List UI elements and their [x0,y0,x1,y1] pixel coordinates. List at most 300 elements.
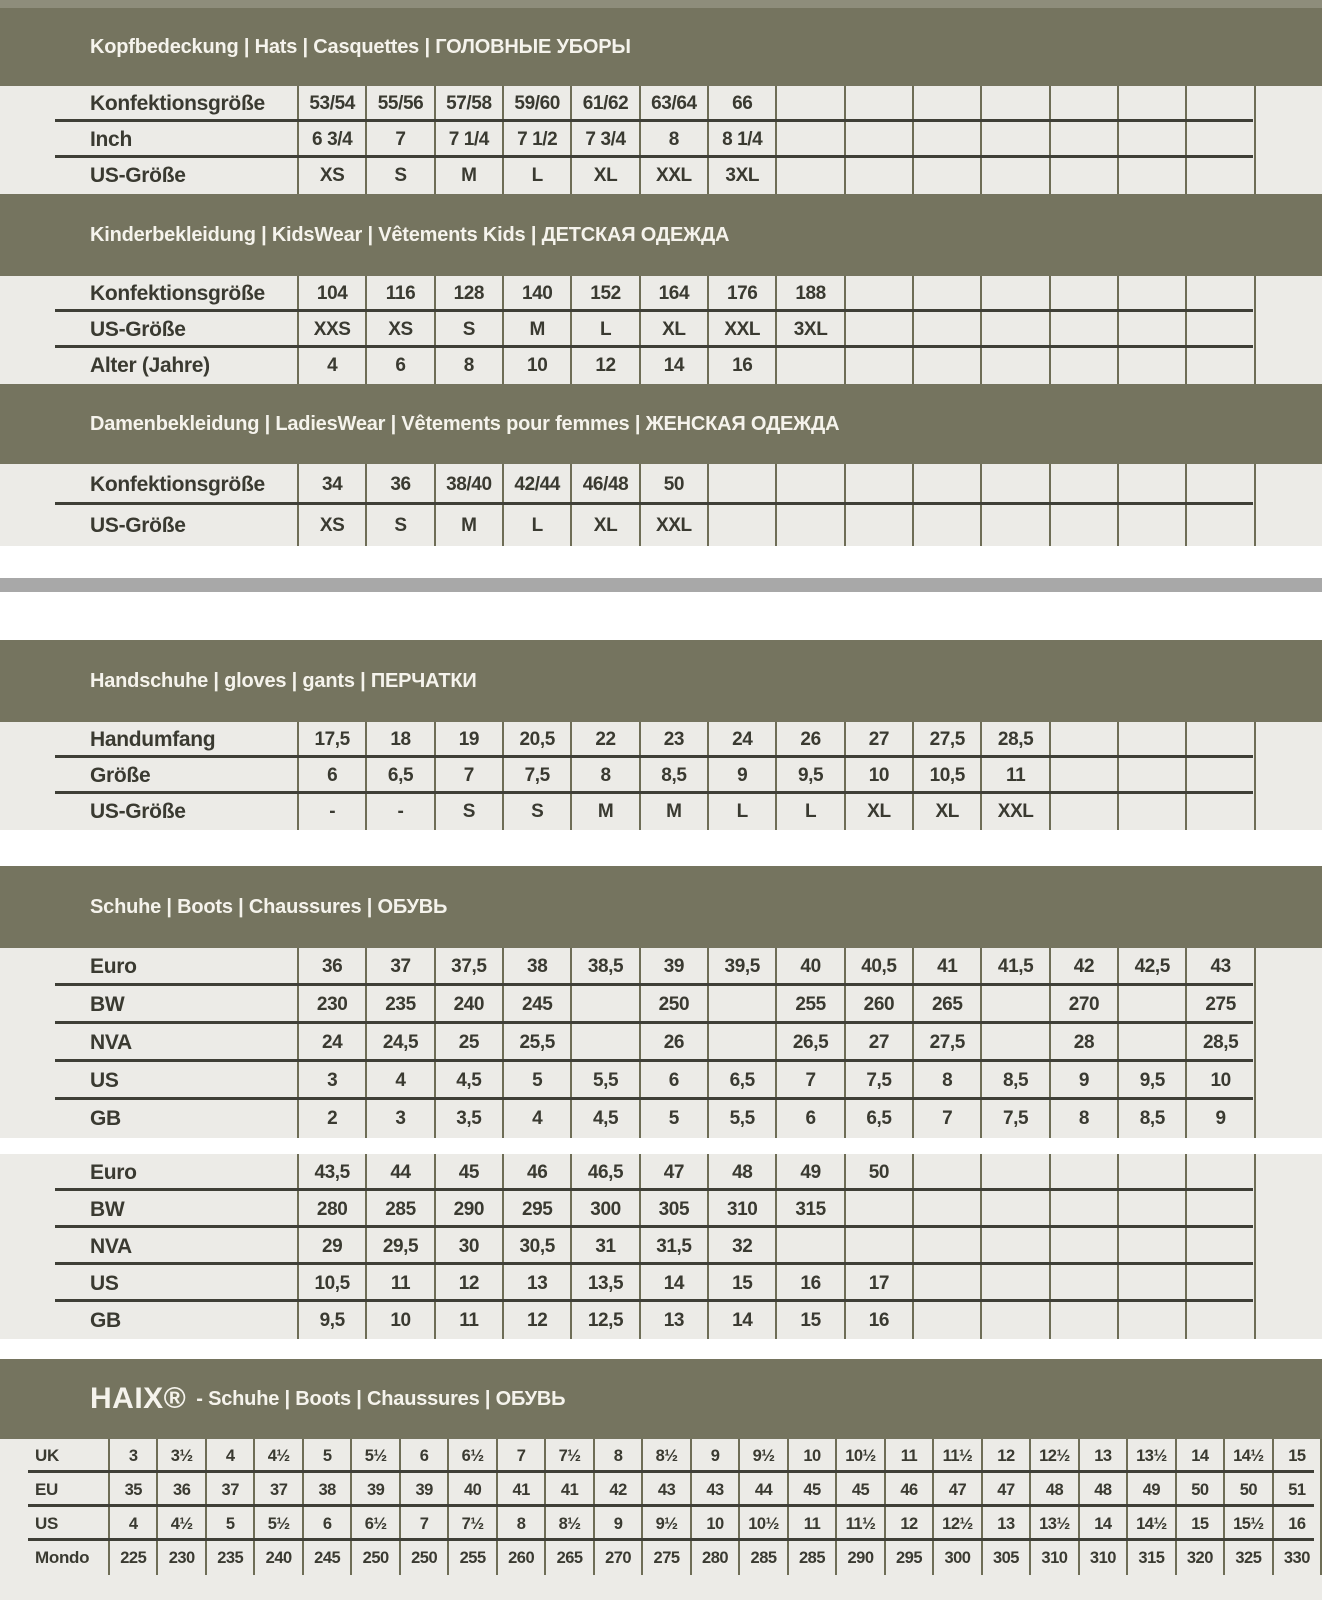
table-cell: M [639,794,707,830]
table-row [0,1439,1322,1473]
table-cell [980,986,1048,1024]
table-cell: 37,5 [434,948,502,986]
table-cell: 48 [1029,1473,1077,1507]
row-label: GB [90,1308,121,1332]
row-label: US [35,1514,59,1533]
spacer [0,1339,1322,1359]
table-cell: 265 [912,986,980,1024]
table-cell: 38 [502,948,570,986]
table-cell: 13 [502,1265,570,1302]
table-edge-strip [1254,1302,1322,1339]
row-label: Konfektionsgröße [90,282,265,305]
table-cell: 3,5 [434,1100,502,1138]
table-cell: 140 [502,276,570,312]
table-cell: 42 [1049,948,1117,986]
table-cell: 9,5 [1117,1062,1185,1100]
table-cell: 11 [884,1439,932,1473]
table-cell: 8 [434,348,502,384]
table-cell [1049,276,1117,312]
table-cell: 4½ [253,1439,301,1473]
table-cell: 3½ [156,1439,204,1473]
table-cell [1117,348,1185,384]
table-cell: 15 [775,1302,843,1339]
table-cell [980,1302,1048,1339]
table-cell: 330 [1272,1541,1322,1575]
table-cell: M [434,505,502,546]
row-label: Euro [90,1160,137,1184]
table-row [0,1228,1322,1265]
table-cell: L [570,312,638,348]
table-cell: - [297,794,365,830]
table-edge-strip [1254,1265,1322,1302]
table-cell: 10 [1185,1062,1253,1100]
table-cell: 260 [844,986,912,1024]
table-cell: 8 [639,122,707,158]
table-cell: 6 [775,1100,843,1138]
table-row [0,948,1322,986]
table-cell: 12 [981,1439,1029,1473]
row-label: US-Größe [90,800,186,823]
table-cell: 11 [787,1507,835,1541]
table-cell [1117,158,1185,194]
table-cell: 41 [912,948,980,986]
table-cell [912,464,980,505]
table-cell [1049,758,1117,794]
table-cell [980,505,1048,546]
table-cell [1117,505,1185,546]
table-cell [980,1154,1048,1191]
table-cell: 17 [844,1265,912,1302]
table-cell [1117,1191,1185,1228]
table-cell: 16 [775,1265,843,1302]
table-cell [844,505,912,546]
table-edge-strip [1254,464,1322,505]
table-cell: 240 [253,1541,301,1575]
table-cell: 39 [350,1473,398,1507]
row-label: EU [35,1480,59,1499]
table-cell [980,158,1048,194]
table-cell: 35 [108,1473,156,1507]
table-cell [1117,758,1185,794]
table-cell [775,348,843,384]
table-cell [775,505,843,546]
table-cell: 250 [350,1541,398,1575]
table-edge-strip [1254,1024,1322,1062]
table-edge-strip [1254,722,1322,758]
table-cell: 36 [297,948,365,986]
table-cell: 225 [108,1541,156,1575]
table-cell [980,464,1048,505]
table-cell: 275 [1185,986,1253,1024]
table-cell: 31,5 [639,1228,707,1265]
table-cell: 11½ [835,1507,883,1541]
table-cell: 7 [365,122,433,158]
table-cell: XXL [980,794,1048,830]
table-cell: 13 [639,1302,707,1339]
table-cell [912,1228,980,1265]
table-cell: 13 [981,1507,1029,1541]
table-cell: 6½ [350,1507,398,1541]
table-cell [707,505,775,546]
table-cell [912,505,980,546]
table-cell: 104 [297,276,365,312]
bottom-edge-strip [0,1575,1322,1600]
table-cell: 15 [1272,1439,1322,1473]
table-row [0,312,1322,348]
gloves-size-table [0,722,1322,830]
table-cell: 45 [787,1473,835,1507]
table-cell [1049,1302,1117,1339]
table-cell: 10 [365,1302,433,1339]
table-cell: M [570,794,638,830]
table-cell: 7 [912,1100,980,1138]
table-cell: 14 [1175,1439,1223,1473]
table-cell [980,1265,1048,1302]
table-cell: 8 [496,1507,544,1541]
table-cell: 275 [641,1541,689,1575]
row-label: US [90,1069,119,1092]
table-cell: XXL [707,312,775,348]
table-cell [1049,348,1117,384]
table-row [0,505,1322,546]
table-cell: 8 [1049,1100,1117,1138]
table-cell: 43 [690,1473,738,1507]
table-cell: 128 [434,276,502,312]
table-cell: 63/64 [639,86,707,122]
table-cell: 164 [639,276,707,312]
table-cell: 8 [912,1062,980,1100]
table-cell: 45 [835,1473,883,1507]
table-cell [1185,758,1253,794]
table-cell [844,464,912,505]
table-cell [1185,794,1253,830]
table-cell: 30 [434,1228,502,1265]
table-cell: 12 [502,1302,570,1339]
table-cell: 3 [297,1062,365,1100]
table-cell [1117,276,1185,312]
table-cell: XS [297,505,365,546]
table-cell [775,1228,843,1265]
table-cell: 8½ [641,1439,689,1473]
table-cell: 57/58 [434,86,502,122]
table-cell: 40 [447,1473,495,1507]
row-label: NVA [90,1031,132,1054]
table-row [0,1473,1322,1507]
table-row [0,1541,1322,1575]
table-cell [1117,122,1185,158]
table-cell: 49 [775,1154,843,1191]
shoes-size-table-block2 [0,1154,1322,1339]
table-cell: 46 [884,1473,932,1507]
table-cell: 6½ [447,1439,495,1473]
table-cell: 310 [707,1191,775,1228]
table-cell: 4,5 [570,1100,638,1138]
table-cell [775,86,843,122]
table-cell: 300 [570,1191,638,1228]
table-cell [1185,505,1253,546]
table-cell [1049,505,1117,546]
spacer [0,592,1322,640]
section-header-ladies [0,384,1322,464]
table-edge-strip [1254,348,1322,384]
table-cell: 43,5 [297,1154,365,1191]
section-title-ladies: Damenbekleidung | LadiesWear | Vêtements pour femmes | ЖЕНСКАЯ ОДЕЖДА [90,412,840,435]
table-cell [1185,722,1253,758]
table-cell: 10,5 [912,758,980,794]
table-cell: 152 [570,276,638,312]
table-edge-strip [1254,505,1322,546]
table-cell: 11½ [932,1439,980,1473]
table-cell: 50 [844,1154,912,1191]
table-cell: 235 [365,986,433,1024]
table-edge-strip [1254,1100,1322,1138]
haix-brand-logo: HAIX® [90,1382,187,1415]
table-cell: 38 [302,1473,350,1507]
table-cell: 12,5 [570,1302,638,1339]
table-cell: 295 [502,1191,570,1228]
table-cell [1049,1228,1117,1265]
table-cell: 7,5 [980,1100,1048,1138]
table-cell: 43 [641,1473,689,1507]
table-row [0,348,1322,384]
table-cell: 6 [297,758,365,794]
table-row [0,1265,1322,1302]
table-cell: 39 [639,948,707,986]
section-header-hats [0,8,1322,86]
table-edge-strip [1254,1228,1322,1265]
table-cell: 26 [639,1024,707,1062]
table-cell: 13,5 [570,1265,638,1302]
table-cell: L [502,158,570,194]
table-cell: 46,5 [570,1154,638,1191]
table-cell: 30,5 [502,1228,570,1265]
section-header-kids [0,194,1322,276]
table-cell: 4 [502,1100,570,1138]
table-cell: 315 [775,1191,843,1228]
table-cell: 20,5 [502,722,570,758]
table-cell [570,986,638,1024]
table-cell [1185,464,1253,505]
table-cell: 49 [1126,1473,1174,1507]
table-cell [570,1024,638,1062]
table-cell: 29,5 [365,1228,433,1265]
table-cell: 5 [639,1100,707,1138]
table-cell: 16 [707,348,775,384]
table-cell: S [502,794,570,830]
section-title-haix: - Schuhe | Boots | Chaussures | ОБУВЬ [196,1387,566,1410]
table-cell [775,464,843,505]
table-cell: 4 [365,1062,433,1100]
table-cell [844,312,912,348]
row-label: GB [90,1107,121,1130]
table-cell: 25,5 [502,1024,570,1062]
table-cell: 48 [1078,1473,1126,1507]
table-cell: 14½ [1223,1439,1271,1473]
table-cell: 46 [502,1154,570,1191]
table-cell: 7 [399,1507,447,1541]
section-header-haix [0,1359,1322,1439]
table-cell: 12½ [932,1507,980,1541]
hats-size-table [0,86,1322,194]
table-cell [1049,158,1117,194]
table-cell [775,122,843,158]
row-label: US-Größe [90,164,186,187]
table-cell: 11 [980,758,1048,794]
table-cell [844,86,912,122]
table-cell [1185,1265,1253,1302]
table-cell: 10½ [738,1507,786,1541]
table-cell: 6 [302,1507,350,1541]
table-edge-strip [1254,1154,1322,1191]
table-cell [912,122,980,158]
divider-bar [0,578,1322,592]
row-label: Handumfang [90,728,216,751]
table-cell [912,158,980,194]
spacer [0,546,1322,578]
table-cell: 8,5 [1117,1100,1185,1138]
table-cell: 265 [544,1541,592,1575]
table-cell: 42 [593,1473,641,1507]
table-cell: S [365,158,433,194]
table-cell [775,158,843,194]
table-cell [912,1154,980,1191]
table-row [0,276,1322,312]
table-cell: 42,5 [1117,948,1185,986]
table-cell: 50 [639,464,707,505]
table-cell: 6 3/4 [297,122,365,158]
table-row [0,1191,1322,1228]
table-cell: 18 [365,722,433,758]
table-cell: 55/56 [365,86,433,122]
table-cell [844,276,912,312]
table-cell: 27 [844,722,912,758]
table-cell: XL [570,505,638,546]
table-cell: 13½ [1029,1507,1077,1541]
table-cell [1185,122,1253,158]
table-cell: 16 [1272,1507,1322,1541]
table-cell: 47 [639,1154,707,1191]
table-cell: 176 [707,276,775,312]
spacer [0,830,1322,866]
table-cell: 66 [707,86,775,122]
table-cell: 29 [297,1228,365,1265]
table-cell [1049,1154,1117,1191]
table-cell: 10 [690,1507,738,1541]
table-cell: 5 [205,1507,253,1541]
table-cell: 43 [1185,948,1253,986]
table-cell: 13 [1078,1439,1126,1473]
table-cell: 320 [1175,1541,1223,1575]
table-cell: 10½ [835,1439,883,1473]
table-cell: 28,5 [1185,1024,1253,1062]
section-title-kids: Kinderbekleidung | KidsWear | Vêtements Kids | ДЕТСКАЯ ОДЕЖДА [90,223,730,246]
table-cell: 50 [1175,1473,1223,1507]
table-cell [1117,312,1185,348]
table-cell: 255 [775,986,843,1024]
table-cell: 9 [1185,1100,1253,1138]
table-cell: 8 1/4 [707,122,775,158]
table-row [0,86,1322,122]
table-cell: XXL [639,505,707,546]
table-cell: 40 [775,948,843,986]
table-row [0,758,1322,794]
table-cell: 3 [108,1439,156,1473]
table-cell: 7 1/4 [434,122,502,158]
table-cell [844,158,912,194]
table-row [0,158,1322,194]
table-cell: - [365,794,433,830]
row-label: Inch [90,128,132,151]
table-cell: 38/40 [434,464,502,505]
table-cell: 4 [297,348,365,384]
table-cell: 5 [502,1062,570,1100]
table-cell: 12 [434,1265,502,1302]
table-cell: 39,5 [707,948,775,986]
table-cell: 8 [570,758,638,794]
table-edge-strip [1254,948,1322,986]
table-cell [980,312,1048,348]
table-cell: 240 [434,986,502,1024]
kids-size-table [0,276,1322,384]
table-cell: L [775,794,843,830]
table-cell: 280 [297,1191,365,1228]
table-cell [844,1191,912,1228]
table-row [0,464,1322,505]
table-cell: 300 [932,1541,980,1575]
table-cell: 7,5 [502,758,570,794]
table-cell: 3XL [775,312,843,348]
table-row [0,1507,1322,1541]
table-cell: 245 [302,1541,350,1575]
row-label: Alter (Jahre) [90,354,210,377]
table-cell: 250 [639,986,707,1024]
table-edge-strip [1254,86,1322,122]
table-cell: 9 [593,1507,641,1541]
table-row [0,1024,1322,1062]
table-cell [707,464,775,505]
table-cell: 285 [738,1541,786,1575]
table-cell: 3XL [707,158,775,194]
table-cell: 25 [434,1024,502,1062]
table-row [0,1302,1322,1339]
table-cell [980,1191,1048,1228]
table-cell: 14 [639,1265,707,1302]
section-header-gloves [0,640,1322,722]
table-cell [912,276,980,312]
table-cell [1117,986,1185,1024]
table-cell: 13½ [1126,1439,1174,1473]
table-cell: 37 [205,1473,253,1507]
spacer [0,1138,1322,1154]
table-cell: 9,5 [775,758,843,794]
top-edge-strip [0,0,1322,8]
row-label: US-Größe [90,318,186,341]
haix-size-table [0,1439,1322,1575]
table-cell: 48 [707,1154,775,1191]
table-cell: 14 [1078,1507,1126,1541]
table-cell: 19 [434,722,502,758]
table-cell [980,122,1048,158]
table-cell [1185,276,1253,312]
table-row [0,122,1322,158]
table-cell: 310 [1078,1541,1126,1575]
table-cell: XXS [297,312,365,348]
table-cell: 14½ [1126,1507,1174,1541]
table-cell: 6,5 [365,758,433,794]
table-row [0,1062,1322,1100]
table-cell [1185,1154,1253,1191]
table-cell [1049,794,1117,830]
